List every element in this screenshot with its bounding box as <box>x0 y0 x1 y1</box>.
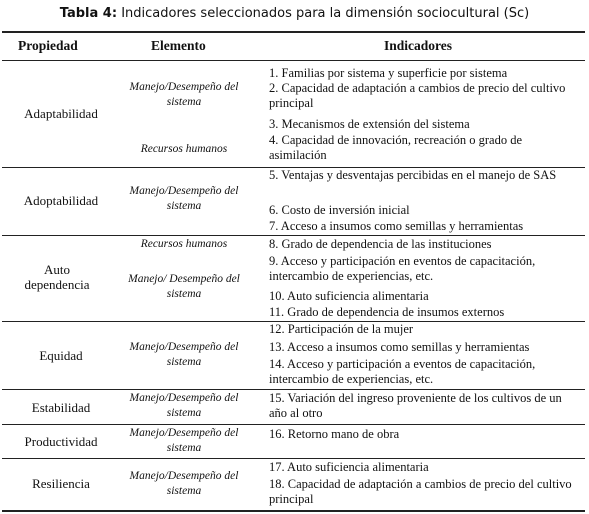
elemento-cell: Manejo/Desempeño del sistema <box>129 392 239 419</box>
table-caption <box>0 6 589 21</box>
propiedad-cell: Estabilidad <box>31 400 91 415</box>
header-elemento: Elemento <box>151 38 206 53</box>
indicador-item: 8. Grado de dependencia de las instituciones <box>269 237 492 251</box>
indicador-item: 4. Capacidad de innovación, recreación o grado de asimilación <box>269 133 523 162</box>
indicador-item: 3. Mecanismos de extensión del sistema <box>269 117 470 131</box>
propiedad-cell: Productividad <box>24 434 98 449</box>
propiedad-cell: Resiliencia <box>32 476 90 491</box>
indicador-item: 15. Variación del ingreso proveniente de los cultivos de un año al otro <box>269 391 562 420</box>
caption-label: Tabla 4: <box>59 6 118 21</box>
propiedad-cell: Adoptabilidad <box>23 193 99 208</box>
indicador-item: 2. Capacidad de adaptación a cambios de precio del cultivo principal <box>269 81 566 110</box>
header-rule <box>2 60 585 61</box>
propiedad-cell: Equidad <box>39 348 83 363</box>
header-propiedad: Propiedad <box>18 38 78 53</box>
indicador-item: 16. Retorno mano de obra <box>269 427 400 441</box>
propiedad-cell: Auto dependencia <box>24 262 90 292</box>
elemento-cell: Manejo/Desempeño del sistema <box>129 81 239 108</box>
elemento-cell: Manejo/Desempeño del sistema <box>129 185 239 212</box>
indicador-item: 6. Costo de inversión inicial <box>269 203 410 217</box>
indicador-item: 13. Acceso a insumos como semillas y herramientas <box>269 340 530 354</box>
indicador-item: 5. Ventajas y desventajas percibidas en el manejo de SAS <box>269 168 557 182</box>
elemento-cell: Manejo/Desempeño del sistema <box>129 470 239 497</box>
indicador-item: 9. Acceso y participación en eventos de capacitación, intercambio de experiencias, etc. <box>269 254 536 283</box>
header-indicadores: Indicadores <box>384 38 453 53</box>
elemento-cell: Recursos humanos <box>140 238 228 250</box>
caption-title: Indicadores seleccionados para la dimensión sociocultural (Sc) <box>121 6 530 21</box>
elemento-cell: Manejo/Desempeño del sistema <box>129 341 239 368</box>
table-top-rule <box>2 31 585 33</box>
propiedad-cell: Adaptabilidad <box>24 106 98 121</box>
indicador-item: 12. Participación de la mujer <box>269 322 414 336</box>
indicador-item: 17. Auto suficiencia alimentaria <box>269 460 429 474</box>
elemento-cell: Recursos humanos <box>140 143 228 155</box>
indicador-item: 1. Familias por sistema y superficie por sistema <box>269 66 508 80</box>
indicador-item: 14. Acceso y participación a eventos de capacitación, intercambio de experiencias, etc. <box>269 357 536 386</box>
elemento-cell: Manejo/ Desempeño del sistema <box>128 273 240 300</box>
row-divider <box>2 389 585 390</box>
row-divider <box>2 458 585 459</box>
elemento-cell: Manejo/Desempeño del sistema <box>129 427 239 454</box>
indicador-item: 7. Acceso a insumos como semillas y herramientas <box>269 219 524 233</box>
indicador-item: 18. Capacidad de adaptación a cambios de precio del cultivo principal <box>269 477 572 506</box>
indicador-item: 11. Grado de dependencia de insumos externos <box>269 305 505 319</box>
row-divider <box>2 424 585 425</box>
table-bottom-rule <box>2 510 585 512</box>
row-divider <box>2 235 585 236</box>
indicador-item: 10. Auto suficiencia alimentaria <box>269 289 429 303</box>
